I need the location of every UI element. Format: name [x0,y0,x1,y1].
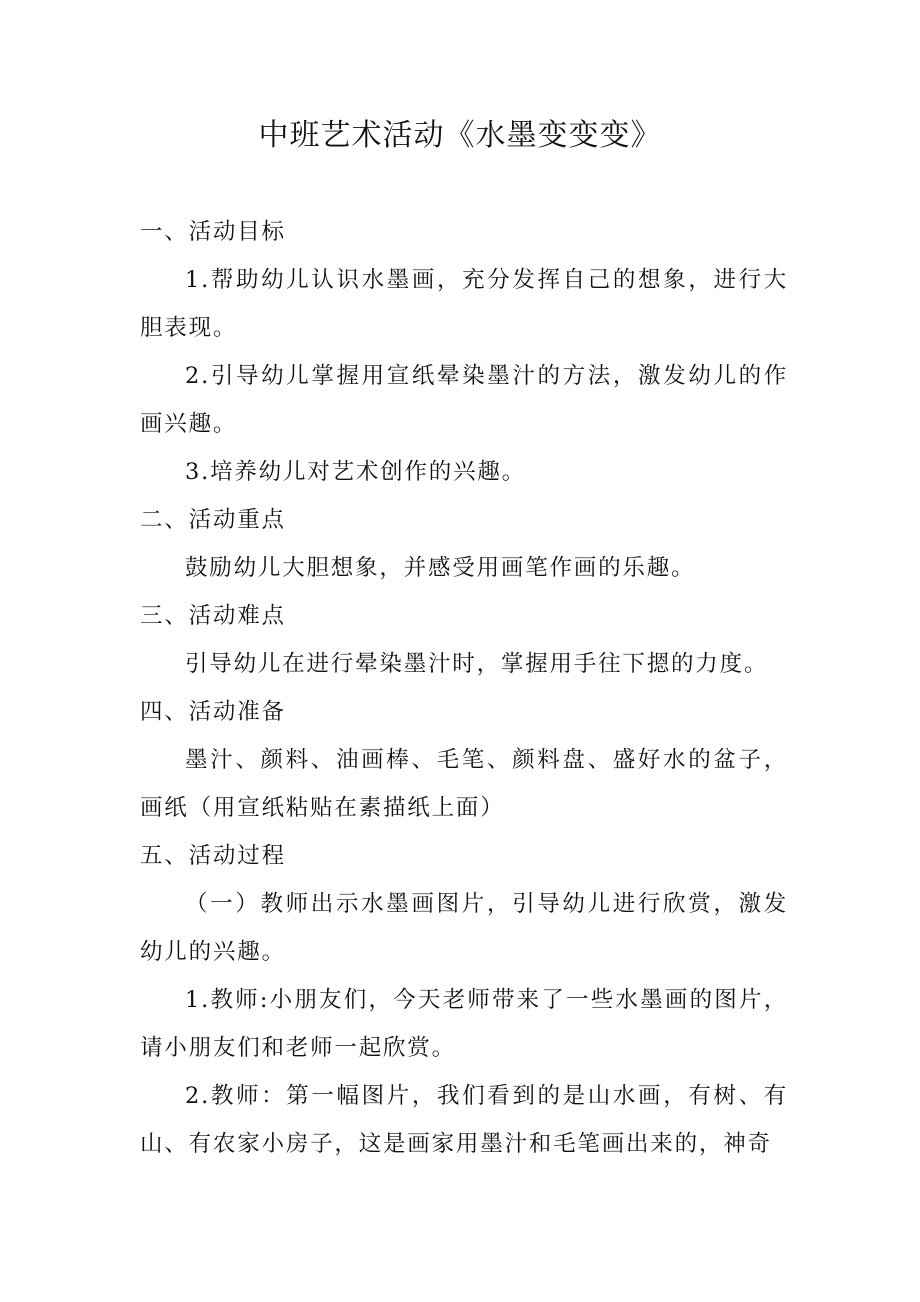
section-heading-goals: 一、活动目标 [140,219,286,245]
preparation-paragraph: 墨汁、颜料、油画棒、毛笔、颜料盘、盛好水的盆子，画纸（用宣纸粘贴在素描纸上面） [140,747,788,821]
difficulty-paragraph: 引导幼儿在进行晕染墨汁时，掌握用手往下摁的力度。 [185,651,769,677]
process-item-1: 1.教师:小朋友们，今天老师带来了一些水墨画的图片，请小朋友们和老师一起欣赏。 [140,987,788,1061]
process-step-intro: （一）教师出示水墨画图片，引导幼儿进行欣赏，激发幼儿的兴趣。 [140,891,788,965]
goal-item-3: 3.培养幼儿对艺术创作的兴趣。 [185,459,526,485]
document-title: 中班艺术活动《水墨变变变》 [258,118,662,153]
process-item-2: 2.教师：第一幅图片，我们看到的是山水画，有树、有山、有农家小房子，这是画家用墨汁和毛笔画出来的，神奇 [140,1083,788,1157]
key-point-paragraph: 鼓励幼儿大胆想象，并感受用画笔作画的乐趣。 [185,555,696,581]
goal-item-1: 1.帮助幼儿认识水墨画，充分发挥自己的想象，进行大胆表现。 [140,267,788,341]
document-body [140,208,788,1168]
section-heading-difficulty: 三、活动难点 [140,603,286,629]
section-heading-process: 五、活动过程 [140,843,286,869]
section-heading-key-point: 二、活动重点 [140,507,286,533]
goal-item-2: 2.引导幼儿掌握用宣纸晕染墨汁的方法，激发幼儿的作画兴趣。 [140,363,788,437]
section-heading-preparation: 四、活动准备 [140,699,286,725]
